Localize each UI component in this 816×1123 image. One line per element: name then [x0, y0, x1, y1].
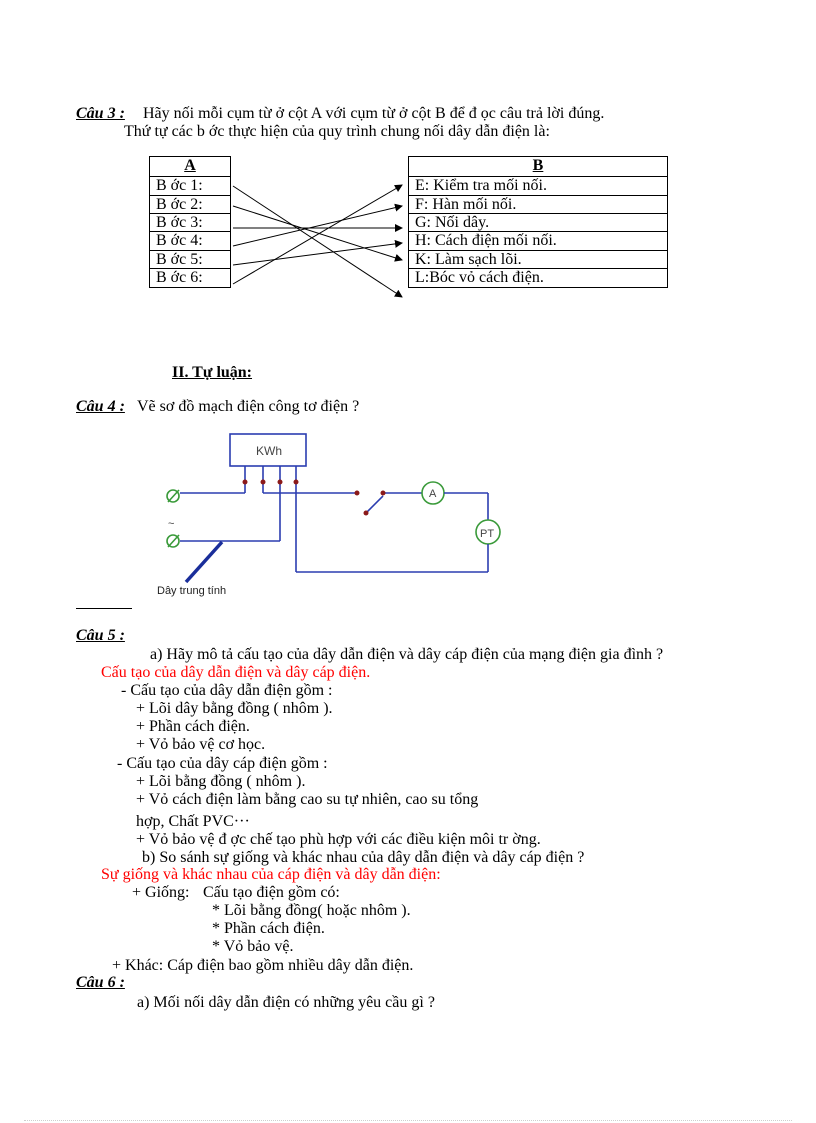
column-b-row: L:Bóc vỏ cách điện. — [415, 269, 544, 286]
match-arrow — [233, 185, 402, 284]
column-b-row: F: Hàn mối nối. — [409, 196, 667, 214]
junction-dot — [355, 491, 360, 496]
cable-structure-heading: - Cấu tạo của dây cáp điện gồm : — [117, 755, 328, 772]
ammeter-label: A — [429, 488, 437, 500]
same-intro: Cấu tạo điện gồm có: — [203, 884, 340, 901]
load-label: PT — [480, 528, 495, 540]
match-arrow — [233, 186, 402, 297]
wire-structure-heading: - Cấu tạo của dây dẫn điện gồm : — [121, 682, 333, 699]
q3-label: Câu 3 : — [76, 105, 125, 122]
column-a-header: A — [150, 157, 230, 177]
ac-symbol: ~ — [168, 518, 175, 530]
junction-dot — [278, 480, 283, 485]
match-arrow — [233, 243, 402, 265]
cable-item: + Vỏ bảo vệ đ ợc chế tạo phù hợp với các điều kiện môi tr ờng. — [136, 831, 541, 848]
column-a-row: B ớc 4: — [150, 232, 230, 251]
cable-item-continued: hợp, Chất PVC··· — [136, 813, 250, 830]
junction-dot — [364, 511, 369, 516]
column-a-row: B ớc 6: — [156, 269, 203, 286]
q5a-heading: Cấu tạo của dây dẫn điện và dây cáp điện. — [101, 664, 371, 681]
column-a-row: B ớc 5: — [150, 251, 230, 269]
column-a-row: B ớc 1: — [150, 177, 230, 196]
junction-dot — [261, 480, 266, 485]
q5-label: Câu 5 : — [76, 627, 125, 644]
q5a-question: a) Hãy mô tả cấu tạo của dây dẫn điện và dây cáp điện của mạng điện gia đình ? — [150, 646, 664, 663]
q3-subtitle: Thứ tự các b ớc thực hiện của quy trình chung nối dây dẫn điện là: — [124, 123, 550, 140]
wire-item: + Lõi dây bằng đồng ( nhôm ). — [136, 700, 333, 717]
match-arrow — [233, 206, 402, 260]
separator-line — [76, 608, 132, 609]
column-a-row: B ớc 2: — [150, 196, 230, 214]
meter-circuit-diagram — [150, 425, 510, 600]
column-b-row: H: Cách điện mối nối. — [409, 232, 667, 251]
page-bottom-rule — [24, 1120, 792, 1121]
diff-text: + Khác: Cáp điện bao gồm nhiều dây dẫn điện. — [112, 957, 414, 974]
q6-label: Câu 6 : — [76, 974, 125, 991]
column-b-header: B — [409, 157, 667, 177]
q6a-question: a) Mối nối dây dẫn điện có những yêu cầu gì ? — [137, 994, 435, 1011]
neutral-pointer-arrow — [186, 542, 222, 582]
column-b-row: K: Làm sạch lõi. — [409, 251, 667, 269]
wire-item: + Vỏ bảo vệ cơ học. — [136, 736, 266, 753]
q3-instruction: Hãy nối mỗi cụm từ ở cột A với cụm từ ở cột B để đ ọc câu trả lời đúng. — [143, 105, 605, 122]
q5b-question: b) So sánh sự giống và khác nhau của dây dẫn điện và dây cáp điện ? — [142, 849, 585, 866]
column-a-row: B ớc 3: — [150, 214, 230, 232]
meter-label: KWh — [256, 444, 283, 458]
section-title: II. Tự luận: — [172, 364, 253, 381]
q5b-heading: Sự giống và khác nhau của cáp điện và dây dẫn điện: — [101, 866, 441, 883]
column-b-row: G: Nối dây. — [409, 214, 667, 232]
cable-item: + Vỏ cách điện làm bằng cao su tự nhiên, cao su tổng — [136, 791, 479, 808]
match-arrow — [233, 206, 402, 246]
same-item: * Vỏ bảo vệ. — [212, 938, 294, 955]
junction-dot — [294, 480, 299, 485]
q4-text: Vẽ sơ đồ mạch điện công tơ điện ? — [137, 398, 360, 415]
neutral-caption: Dây trung tính — [157, 585, 227, 597]
wire-item: + Phần cách điện. — [136, 718, 250, 735]
same-label: + Giống: — [132, 884, 190, 901]
junction-dot — [381, 491, 386, 496]
same-item: * Phần cách điện. — [212, 920, 325, 937]
cable-item: + Lõi bằng đồng ( nhôm ). — [136, 773, 306, 790]
matching-arrows — [0, 0, 816, 320]
same-item: * Lõi bằng đồng( hoặc nhôm ). — [212, 902, 411, 919]
junction-dot — [243, 480, 248, 485]
column-b-row: E: Kiểm tra mối nối. — [409, 177, 667, 196]
q4-label: Câu 4 : — [76, 398, 125, 415]
